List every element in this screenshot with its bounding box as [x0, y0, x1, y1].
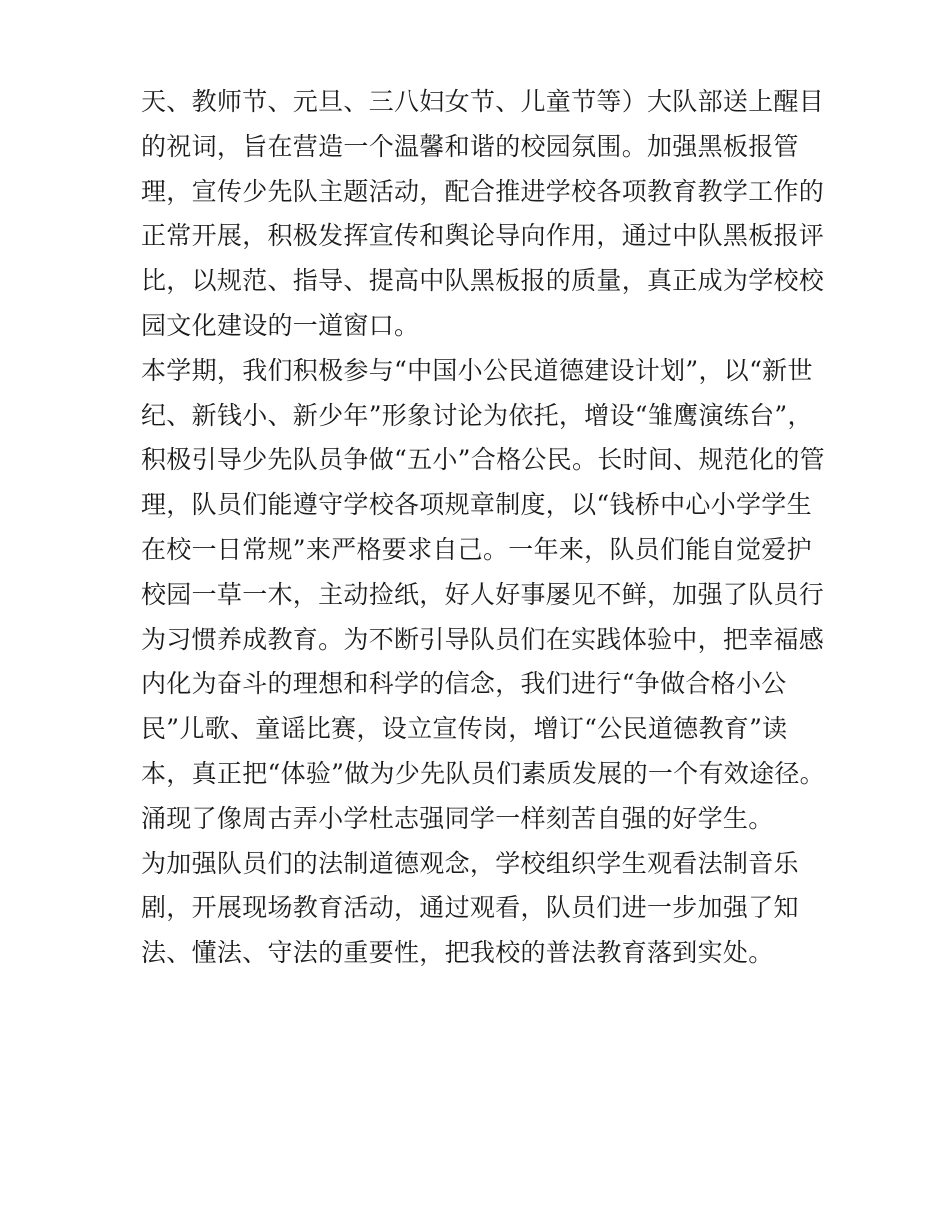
- text-line: 本学期，我们积极参与“中国小公民道德建设计划”，以“新世: [141, 355, 813, 385]
- text-line: 积极引导少先队员争做“五小”合格公民。长时间、规范化的管: [141, 445, 825, 475]
- text-line: 园文化建设的一道窗口。: [141, 310, 420, 340]
- text-line: 正常开展，积极发挥宣传和舆论导向作用，通过中队黑板报评: [141, 221, 825, 251]
- text-line: 为习惯养成教育。为不断引导队员们在实践体验中，把幸福感: [141, 624, 825, 654]
- text-line: 内化为奋斗的理想和科学的信念，我们进行“争做合格小公: [141, 669, 787, 699]
- text-line: 理，宣传少先队主题活动，配合推进学校各项教育教学工作的: [141, 176, 825, 206]
- text-line: 本，真正把“体验”做为少先队员们素质发展的一个有效途径。: [141, 758, 825, 788]
- body-text: [141, 80, 825, 976]
- text-line: 民”儿歌、童谣比赛，设立宣传岗，增订“公民道德教育”读: [141, 714, 788, 744]
- text-line: 天、教师节、元旦、三八妇女节、儿童节等）大队部送上醒目: [141, 87, 825, 116]
- text-line: 纪、新钱小、新少年”形象讨论为依托，增设“雏鹰演练台”，: [141, 400, 813, 430]
- text-line: 比，以规范、指导、提高中队黑板报的质量，真正成为学校校: [141, 266, 825, 296]
- text-line: 在校一日常规”来严格要求自己。一年来，队员们能自觉爱护: [141, 534, 812, 564]
- text-line: 剧，开展现场教育活动，通过观看，队员们进一步加强了知: [141, 893, 799, 923]
- text-line: 理，队员们能遵守学校各项规章制度，以“钱桥中心小学学生: [141, 490, 812, 520]
- text-line: 校园一草一木，主动捡纸，好人好事屡见不鲜，加强了队员行: [141, 579, 825, 609]
- text-line: 为加强队员们的法制道德观念，学校组织学生观看法制音乐: [141, 848, 799, 878]
- text-line: 涌现了像周古弄小学杜志强同学一样刻苦自强的好学生。: [141, 803, 774, 833]
- text-line: 的祝词，旨在营造一个温馨和谐的校园氛围。加强黑板报管: [141, 131, 799, 161]
- text-line: 法、懂法、守法的重要性，把我校的普法教育落到实处。: [141, 938, 774, 968]
